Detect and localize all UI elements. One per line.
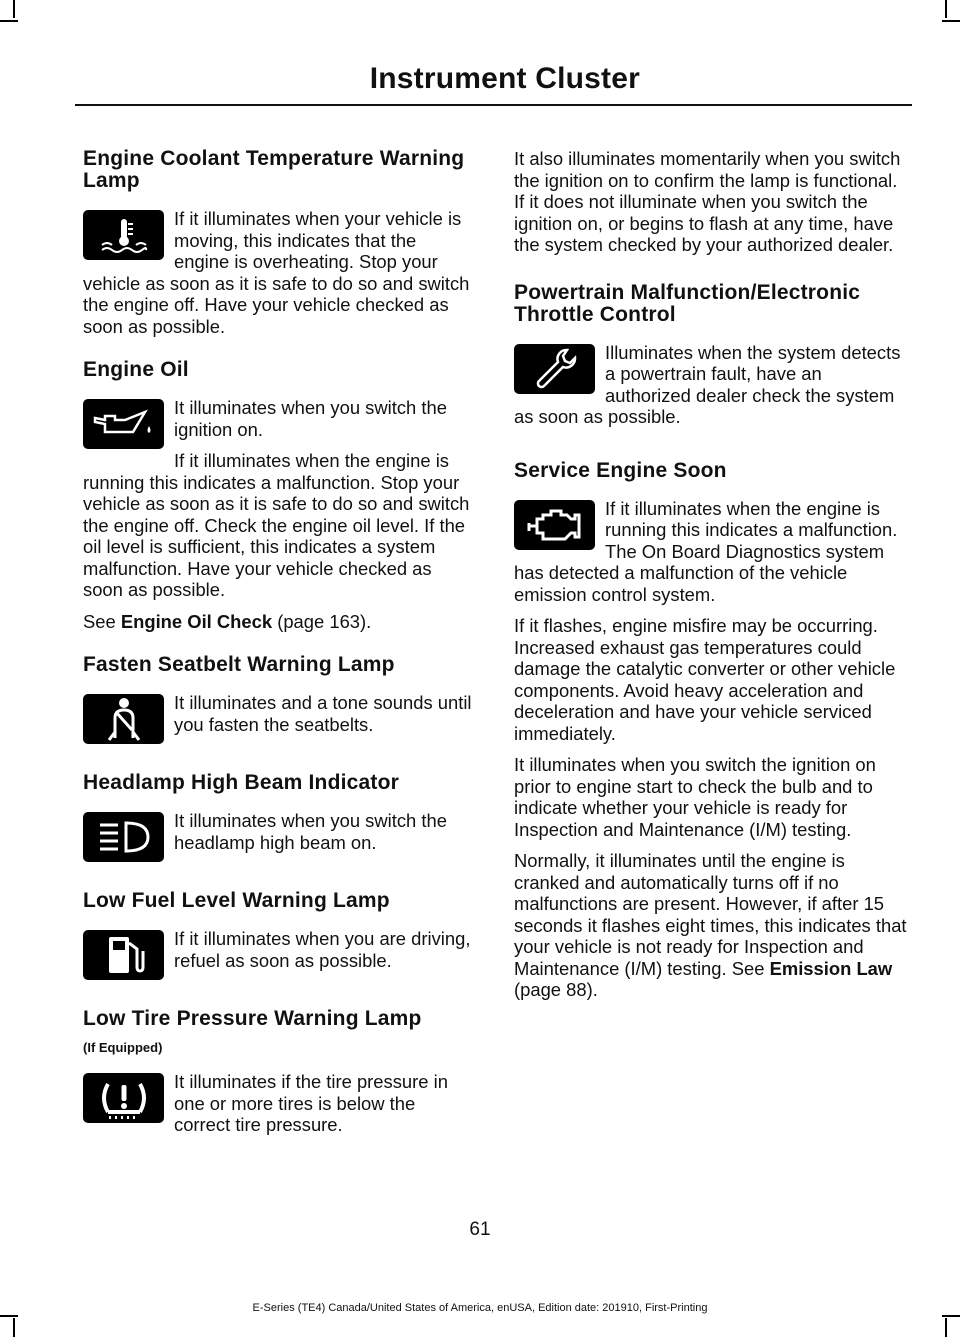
highbeam-heading: Headlamp High Beam Indicator (83, 771, 399, 794)
seatbelt-icon (83, 694, 164, 744)
tire-pressure-icon (83, 1073, 164, 1123)
service-engine-text-2: If it flashes, engine misfire may be occurring. Increased exhaust gas temperatures could damage the catalytic converter or other vehicle components. Avoid heavy acceleration and deceleration and have your vehicle serviced immediately. (514, 615, 896, 744)
powertrain-text: Illuminates when the system detects a powertrain fault, have an authorized dealer check the system as soon as possible. (514, 341, 901, 427)
crop-mark (13, 0, 15, 18)
service-engine-text-4: Normally, it illuminates until the engine is cranked and automatically turns off if no malfunctions are present. However, if after 15 seconds it flashes eight times, this indicates that your vehicle is not ready for Inspection and Maintenance (I/M) testing. See Emission Law (page 88). (514, 850, 907, 1000)
check-engine-icon (514, 500, 595, 550)
oil-text-2: If it illuminates when the engine is running this indicates a malfunction. Stop your vehicle as soon as it is safe to do so and switch the engine off. Check the engine oil level. If the oil level is sufficient, this indicates a system malfunction. Have your vehicle checked as soon as possible. (83, 450, 470, 600)
if-equipped-note: (If Equipped) (83, 1040, 163, 1055)
right-column (514, 148, 907, 1011)
fuel-heading: Low Fuel Level Warning Lamp (83, 889, 390, 912)
coolant-temperature-icon (83, 210, 164, 260)
crop-mark (945, 0, 947, 18)
wrench-icon (514, 344, 595, 394)
emission-law-link[interactable]: Emission Law (769, 957, 893, 979)
high-beam-icon (83, 812, 164, 862)
header-divider (75, 104, 912, 106)
oil-can-icon (83, 399, 164, 449)
seatbelt-text: It illuminates and a tone sounds until you fasten the seatbelts. (174, 692, 472, 735)
tire-text: It illuminates if the tire pressure in one or more tires is below the correct tire pressure. (174, 1071, 448, 1135)
service-engine-text-3: It illuminates when you switch the ignition on prior to engine start to check the bulb and to indicate whether your vehicle is ready for Inspection and Maintenance (I/M) testing. (514, 754, 876, 840)
crop-mark (942, 1315, 960, 1317)
page-title: Instrument Cluster (369, 62, 640, 95)
footer-edition: E-Series (TE4) Canada/United States of America, enUSA, Edition date: 201910, First-Printing (252, 1302, 708, 1314)
crop-mark (0, 1315, 18, 1317)
oil-see-reference: See Engine Oil Check (page 163). (83, 610, 372, 632)
powertrain-heading: Powertrain Malfunction/Electronic Throttle Control (514, 280, 861, 326)
crop-mark (942, 20, 960, 22)
engine-oil-check-link[interactable]: Engine Oil Check (120, 610, 273, 632)
oil-heading: Engine Oil (83, 358, 189, 381)
crop-mark (0, 20, 18, 22)
fuel-pump-icon (83, 930, 164, 980)
crop-mark (945, 1318, 947, 1337)
highbeam-text: It illuminates when you switch the headlamp high beam on. (174, 810, 447, 853)
service-engine-text-1: If it illuminates when the engine is running this indicates a malfunction. The On Board Diagnostics system has detected a malfunction of the vehicle emission control system. (514, 497, 898, 605)
page-number: 61 (469, 1219, 491, 1240)
coolant-heading: Engine Coolant Temperature Warning Lamp (83, 147, 465, 192)
left-column (83, 148, 475, 1146)
tire-heading: Low Tire Pressure Warning Lamp (83, 1007, 422, 1030)
oil-text-1: It illuminates when you switch the ignition on. (174, 397, 447, 440)
coolant-continued-text: It also illuminates momentarily when you switch the ignition on to confirm the lamp is functional. If it does not illuminate when you switch the ignition on, or begins to flash at any time, have the system checked by your authorized dealer. (514, 148, 901, 255)
service-engine-heading: Service Engine Soon (514, 458, 727, 482)
seatbelt-heading: Fasten Seatbelt Warning Lamp (83, 653, 395, 676)
fuel-text: If it illuminates when you are driving, refuel as soon as possible. (174, 928, 471, 971)
crop-mark (13, 1318, 15, 1337)
coolant-text: If it illuminates when your vehicle is moving, this indicates that the engine is overheating. Stop your vehicle as soon as it is safe to do so and switch the engine off. Have your vehicle checked as soon as possible. (83, 208, 470, 337)
